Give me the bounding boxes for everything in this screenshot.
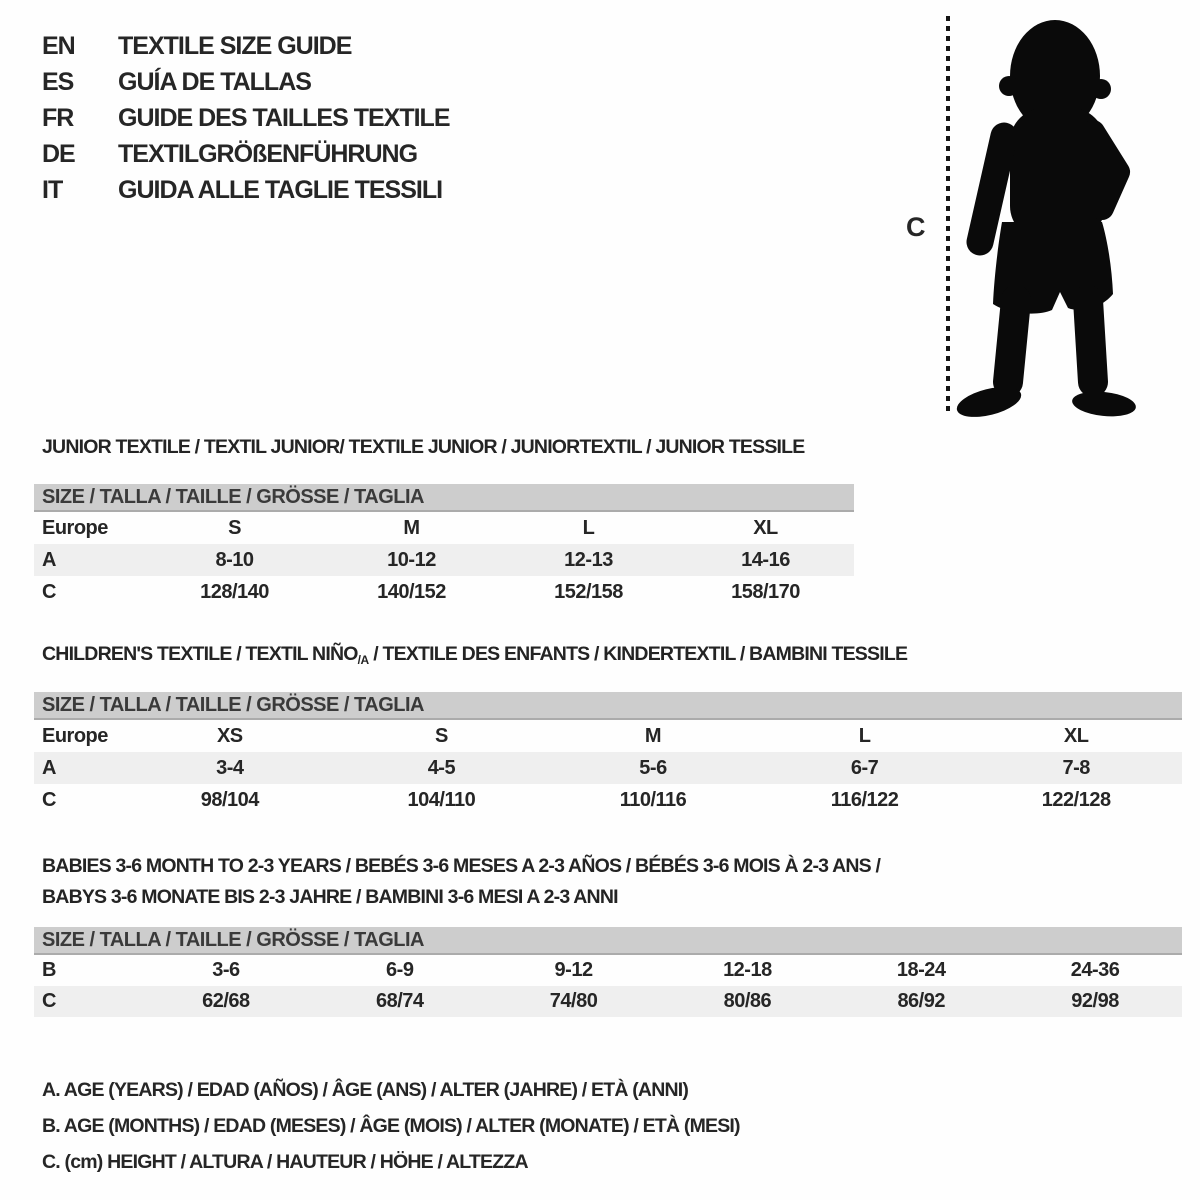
size-cell: XL <box>1063 724 1089 747</box>
height-cell: 86/92 <box>897 990 945 1012</box>
size-cell: L <box>582 516 595 539</box>
height-cell: 92/98 <box>1071 990 1119 1012</box>
age-cell: 4-5 <box>427 756 456 779</box>
size-cell: S <box>228 516 241 539</box>
junior-section-title: JUNIOR TEXTILE / TEXTIL JUNIOR/ TEXTILE JUNIOR / JUNIORTEXTIL / JUNIOR TESSILE <box>42 436 805 458</box>
row-label: Europe <box>42 516 108 539</box>
height-cell: 110/116 <box>619 788 687 811</box>
table-row <box>34 986 1182 1017</box>
language-code: FR <box>42 103 74 132</box>
age-cell: 8-10 <box>215 548 254 571</box>
height-measure-line-icon <box>946 16 950 416</box>
row-label: C <box>42 990 56 1012</box>
toddler-silhouette-icon <box>952 12 1152 422</box>
age-months-cell: 6-9 <box>386 959 414 981</box>
height-cell: 62/68 <box>202 990 250 1012</box>
height-cell: 158/170 <box>731 580 800 603</box>
language-row <box>42 100 450 136</box>
age-cell: 12-13 <box>564 548 613 571</box>
language-row <box>42 136 450 172</box>
age-cell: 5-6 <box>639 756 667 779</box>
height-cell: 140/152 <box>377 580 446 603</box>
language-title: TEXTILE SIZE GUIDE <box>118 31 352 60</box>
size-header-bar: SIZE / TALLA / TAILLE / GRÖSSE / TAGLIA <box>34 692 1182 720</box>
row-label: C <box>42 580 56 603</box>
size-cell: S <box>434 724 448 747</box>
height-cell: 128/140 <box>200 580 269 603</box>
table-row <box>34 955 1182 986</box>
table-row <box>34 576 854 608</box>
language-row <box>42 64 450 100</box>
height-cell: 74/80 <box>549 990 598 1012</box>
age-months-cell: 18-24 <box>896 959 946 981</box>
table-row <box>34 512 854 544</box>
table-row <box>34 720 1182 752</box>
age-cell: 6-7 <box>850 756 879 779</box>
age-cell: 10-12 <box>387 548 436 571</box>
age-months-cell: 9-12 <box>554 959 593 981</box>
age-months-cell: 12-18 <box>723 959 772 981</box>
size-cell: XL <box>753 516 778 539</box>
row-label: B <box>42 959 56 981</box>
children-title-subscript: /A <box>357 653 369 667</box>
row-label: C <box>42 788 56 811</box>
height-measure-label: C <box>906 212 925 242</box>
height-cell: 98/104 <box>200 788 259 811</box>
table-row <box>34 752 1182 784</box>
row-label: A <box>42 756 56 779</box>
language-code: IT <box>42 175 63 204</box>
babies-section-title <box>42 851 880 913</box>
size-cell: M <box>403 516 420 539</box>
age-cell: 7-8 <box>1062 756 1090 779</box>
size-header-bar: SIZE / TALLA / TAILLE / GRÖSSE / TAGLIA <box>34 927 1182 955</box>
children-size-table <box>34 692 1182 816</box>
age-cell: 14-16 <box>741 548 790 571</box>
language-title: GUÍA DE TALLAS <box>118 67 311 96</box>
children-title-prefix: CHILDREN'S TEXTILE / TEXTIL NIÑO <box>42 643 358 665</box>
language-row <box>42 28 450 64</box>
legend-line-height: C. (cm) HEIGHT / ALTURA / HAUTEUR / HÖHE / ALTEZZA <box>42 1150 528 1173</box>
height-cell: 80/86 <box>723 990 772 1012</box>
age-cell: 3-4 <box>216 756 244 779</box>
size-cell: L <box>858 724 871 747</box>
size-cell: XS <box>216 724 243 747</box>
legend-line-age-years: A. AGE (YEARS) / EDAD (AÑOS) / ÂGE (ANS) / ALTER (JAHRE) / ETÀ (ANNI) <box>42 1078 689 1101</box>
height-cell: 68/74 <box>375 990 424 1012</box>
babies-title-line2: BABYS 3-6 MONATE BIS 2-3 JAHRE / BAMBINI 3-6 MESI A 2-3 ANNI <box>42 886 618 908</box>
measurement-legend <box>42 1072 740 1180</box>
language-row <box>42 172 450 208</box>
children-section-title <box>42 643 907 667</box>
table-row <box>34 544 854 576</box>
size-cell: M <box>644 724 662 747</box>
children-title-suffix: / TEXTILE DES ENFANTS / KINDERTEXTIL / BAMBINI TESSILE <box>368 643 908 665</box>
junior-size-table <box>34 484 854 608</box>
language-title: TEXTILGRÖßENFÜHRUNG <box>118 139 418 168</box>
language-title: GUIDE DES TAILLES TEXTILE <box>118 103 450 132</box>
language-code: DE <box>42 139 75 168</box>
row-label: Europe <box>42 724 108 747</box>
height-cell: 122/128 <box>1041 788 1111 811</box>
age-months-cell: 24-36 <box>1070 959 1120 981</box>
language-code: EN <box>42 31 75 60</box>
height-cell: 116/122 <box>830 788 899 811</box>
table-row <box>34 784 1182 816</box>
row-label: A <box>42 548 56 571</box>
size-header-bar: SIZE / TALLA / TAILLE / GRÖSSE / TAGLIA <box>34 484 854 512</box>
language-title: GUIDA ALLE TAGLIE TESSILI <box>118 175 443 204</box>
legend-line-age-months: B. AGE (MONTHS) / EDAD (MESES) / ÂGE (MOIS) / ALTER (MONATE) / ETÀ (MESI) <box>42 1114 740 1137</box>
babies-size-table <box>34 927 1182 1017</box>
language-header <box>42 28 450 208</box>
age-months-cell: 3-6 <box>212 959 240 981</box>
babies-title-line1: BABIES 3-6 MONTH TO 2-3 YEARS / BEBÉS 3-6 MESES A 2-3 AÑOS / BÉBÉS 3-6 MOIS À 2-3 ANS / <box>42 855 881 877</box>
height-cell: 104/110 <box>407 788 476 811</box>
height-cell: 152/158 <box>554 580 623 603</box>
language-code: ES <box>42 67 74 96</box>
